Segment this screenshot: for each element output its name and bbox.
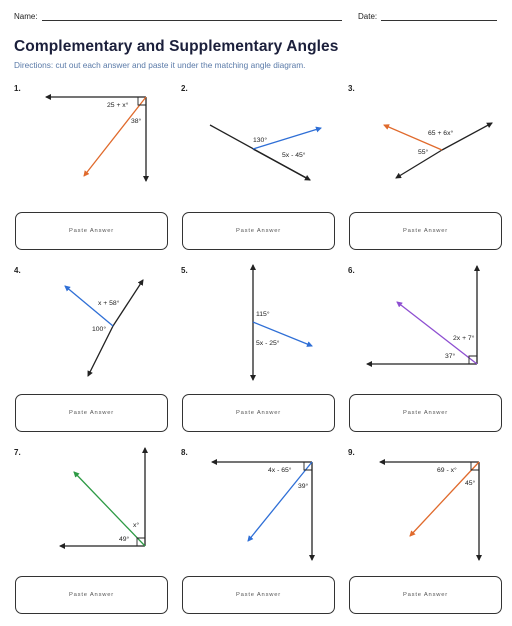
problem-8-label-a: 4x - 65°	[268, 467, 292, 474]
answer-box-5[interactable]: Paste Answer	[182, 394, 335, 432]
answer-box-6[interactable]: Paste Answer	[349, 394, 502, 432]
problem-3-label-b: 55°	[418, 149, 429, 156]
page-title: Complementary and Supplementary Angles	[14, 38, 339, 55]
problem-5-label-b: 5x - 25°	[256, 340, 280, 347]
problem-6-number: 6.	[348, 266, 355, 275]
problem-3-number: 3.	[348, 84, 355, 93]
problem-1-label-b: 38°	[131, 118, 142, 125]
problem-7-number: 7.	[14, 448, 21, 457]
problem-4-number: 4.	[14, 266, 21, 275]
problem-5-number: 5.	[181, 266, 188, 275]
problem-2-label-a: 130°	[253, 137, 268, 144]
problem-2-label-b: 5x - 45°	[282, 152, 306, 159]
date-label: Date:	[358, 12, 378, 21]
answer-box-4[interactable]: Paste Answer	[15, 394, 168, 432]
problem-9-label-b: 45°	[465, 480, 476, 487]
problem-9-number: 9.	[348, 448, 355, 457]
problem-5-label-a: 115°	[256, 311, 270, 318]
answer-box-2[interactable]: Paste Answer	[182, 212, 335, 250]
problem-6-label-a: 2x + 7°	[453, 335, 475, 342]
problem-4-label-b: 100°	[92, 326, 107, 333]
problem-8-label-b: 39°	[298, 483, 309, 490]
answer-box-8[interactable]: Paste Answer	[182, 576, 335, 614]
problem-6-label-b: 37°	[445, 353, 456, 360]
problem-7-label-b: 49°	[119, 536, 130, 543]
problem-9-label-a: 69 - x°	[437, 467, 457, 474]
problem-8-number: 8.	[181, 448, 188, 457]
problem-4-label-a: x + 58°	[98, 300, 120, 307]
problem-2-number: 2.	[181, 84, 188, 93]
problem-3-label-a: 65 + 6x°	[428, 130, 454, 137]
answer-box-3[interactable]: Paste Answer	[349, 212, 502, 250]
directions-text: Directions: cut out each answer and paste it under the matching angle diagram.	[14, 60, 306, 70]
answer-box-1[interactable]: Paste Answer	[15, 212, 168, 250]
problem-1-label-a: 25 + x°	[107, 102, 129, 109]
problem-1-number: 1.	[14, 84, 21, 93]
answer-box-7[interactable]: Paste Answer	[15, 576, 168, 614]
answer-box-9[interactable]: Paste Answer	[349, 576, 502, 614]
problem-7-label-a: x°	[133, 522, 140, 529]
name-label: Name:	[14, 12, 38, 21]
